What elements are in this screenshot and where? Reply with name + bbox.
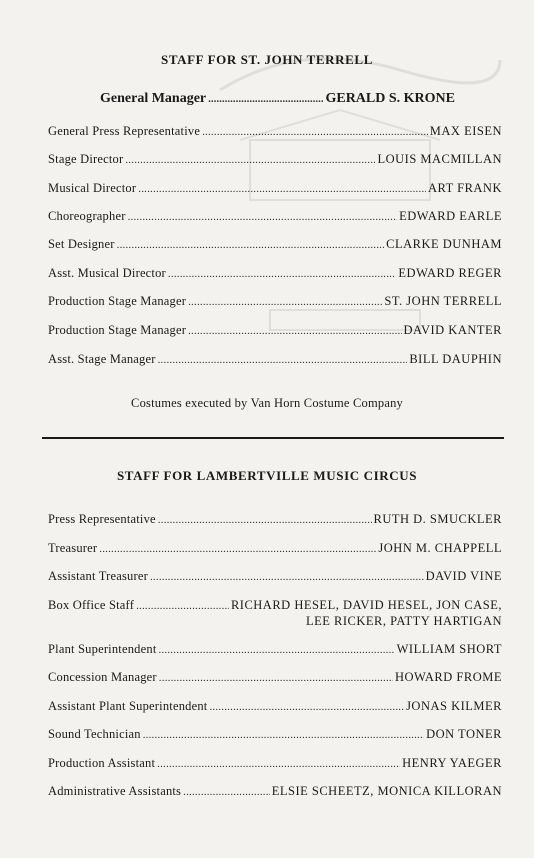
leader-dots <box>138 183 426 195</box>
staff-name: JOHN M. CHAPPELL <box>378 541 502 555</box>
staff-role: Assistant Plant Superintendent <box>48 699 208 713</box>
staff-role: Choreographer <box>48 209 126 223</box>
staff-name: ST. JOHN TERRELL <box>384 294 502 308</box>
staff-role: Press Representative <box>48 512 156 526</box>
leader-dots <box>150 571 424 583</box>
staff-role: Assistant Treasurer <box>48 569 148 583</box>
leader-dots <box>136 600 229 612</box>
staff-name: EDWARD EARLE <box>399 209 502 223</box>
staff-name-continued: LEE RICKER, PATTY HARTIGAN <box>305 614 502 628</box>
staff-name: CLARKE DUNHAM <box>386 237 502 251</box>
leader-dots <box>143 729 424 741</box>
leader-dots <box>128 211 398 223</box>
staff-role: Box Office Staff <box>48 598 135 612</box>
leader-dots <box>157 758 400 770</box>
staff-name: ART FRANK <box>427 181 502 195</box>
staff-row <box>48 699 502 714</box>
leader-dots <box>202 126 428 138</box>
leader-dots <box>188 325 401 337</box>
leader-dots <box>159 672 393 684</box>
staff-name: WILLIAM SHORT <box>396 642 502 656</box>
staff-role: Administrative Assistants <box>48 784 182 798</box>
staff-row <box>48 181 502 196</box>
staff-role: Musical Director <box>48 181 137 195</box>
staff-role: Concession Manager <box>48 670 157 684</box>
general-manager-value: GERALD S. KRONE <box>325 91 455 106</box>
staff-row <box>48 670 502 685</box>
leader-dots <box>183 786 270 798</box>
staff-name: HENRY YAEGER <box>402 756 502 770</box>
staff-row <box>48 642 502 657</box>
staff-role: Asst. Musical Director <box>48 266 166 280</box>
leader-dots <box>158 354 408 366</box>
section-heading-terrell: STAFF FOR ST. JOHN TERRELL <box>161 52 373 67</box>
staff-row <box>48 512 502 527</box>
staff-row <box>48 784 502 799</box>
leader-dots <box>158 514 372 526</box>
leader-dots <box>168 268 397 280</box>
leader-dots <box>125 154 375 166</box>
staff-row <box>48 294 502 309</box>
staff-name: DAVID VINE <box>425 569 502 583</box>
staff-name: HOWARD FROME <box>394 670 502 684</box>
staff-row <box>48 756 502 771</box>
staff-name: RUTH D. SMUCKLER <box>373 512 502 526</box>
staff-role: Sound Technician <box>48 727 141 741</box>
section-heading-lambertville: STAFF FOR LAMBERTVILLE MUSIC CIRCUS <box>116 468 418 483</box>
staff-role: Stage Director <box>48 152 124 166</box>
leader-dots <box>208 93 323 105</box>
staff-role: Set Designer <box>48 237 115 251</box>
staff-role: Production Assistant <box>48 756 156 770</box>
staff-name: BILL DAUPHIN <box>409 352 502 366</box>
staff-role: Treasurer <box>48 541 98 555</box>
staff-name: JONAS KILMER <box>406 699 502 713</box>
general-manager-label: General Manager <box>100 91 207 106</box>
leader-dots <box>209 701 404 713</box>
staff-row <box>48 124 502 139</box>
general-manager-row <box>100 91 455 107</box>
costumes-credit: Costumes executed by Van Horn Costume Company <box>131 396 403 410</box>
staff-row <box>48 541 502 556</box>
leader-dots <box>188 296 382 308</box>
staff-row <box>48 152 502 167</box>
staff-role: General Press Representative <box>48 124 201 138</box>
staff-row <box>48 598 502 613</box>
staff-name: DON TONER <box>426 727 502 741</box>
staff-role: Asst. Stage Manager <box>48 352 156 366</box>
staff-name: EDWARD REGER <box>398 266 502 280</box>
leader-dots <box>99 543 376 555</box>
staff-name: MAX EISEN <box>429 124 502 138</box>
staff-row <box>48 323 502 338</box>
staff-name: DAVID KANTER <box>403 323 502 337</box>
leader-dots <box>159 644 395 656</box>
staff-role: Plant Superintendent <box>48 642 157 656</box>
staff-name: RICHARD HESEL, DAVID HESEL, JON CASE, <box>230 598 502 612</box>
staff-name: LOUIS MACMILLAN <box>377 152 502 166</box>
staff-row <box>48 237 502 252</box>
staff-row <box>48 727 502 742</box>
staff-name: ELSIE SCHEETZ, MONICA KILLORAN <box>271 784 502 798</box>
section-divider <box>42 437 504 439</box>
leader-dots <box>117 239 385 251</box>
staff-row <box>48 569 502 584</box>
staff-row <box>48 209 502 224</box>
staff-role: Production Stage Manager <box>48 323 187 337</box>
staff-role: Production Stage Manager <box>48 294 187 308</box>
staff-row <box>48 352 502 367</box>
staff-row <box>48 266 502 281</box>
